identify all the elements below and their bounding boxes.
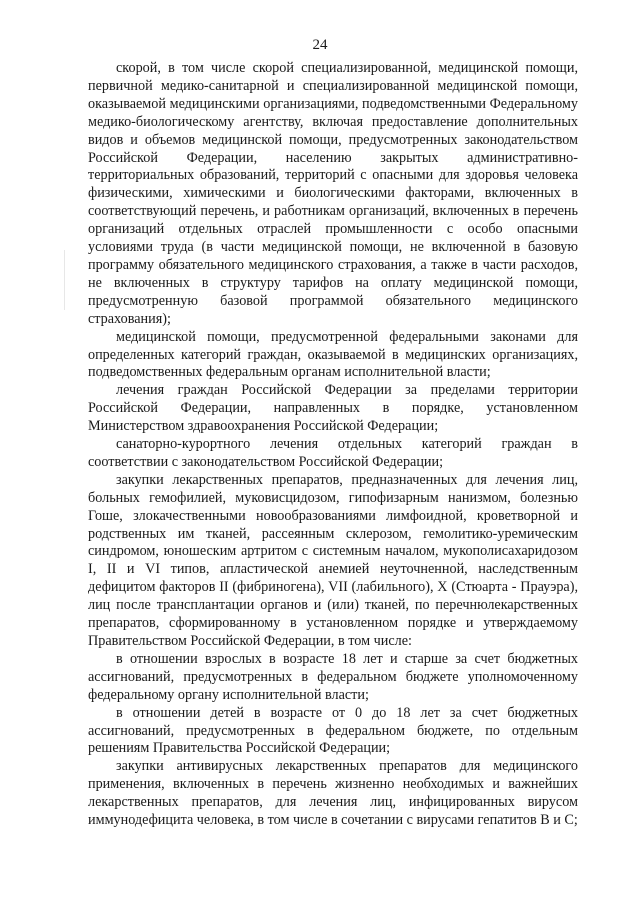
paragraph-7: в отношении детей в возрасте от 0 до 18 лет за счет бюджетных ассигнований, предусмотренных в федеральном бюджете, по отдельным решениям Правительства Российской Федерации;: [88, 704, 578, 757]
paragraph-3: лечения граждан Российской Федерации за пределами территории Российской Федерации, направленных в порядке, установленном Министерством здравоохранения Российской Федерации;: [88, 382, 578, 435]
paragraph-2: медицинской помощи, предусмотренной федеральными законами для определенных категорий граждан, оказываемой в медицинских организациях, подведомственных федеральным органам исполнительной власти;: [88, 328, 578, 381]
paragraph-8: закупки антивирусных лекарственных препаратов для медицинского применения, включенных в перечень жизненно необходимых и важнейших лекарственных препаратов, для лечения лиц, инфицированных вирусом иммунодефицита человека, в том числе в сочетании с вирусами гепатитов В и С;: [88, 758, 578, 829]
document-body: [88, 60, 578, 830]
paragraph-5: закупки лекарственных препаратов, предназначенных для лечения лиц, больных гемофилией, муковисцидозом, гипофизарным нанизмом, болезнью Гоше, злокачественными новообразованиями лимфоидной, кроветворной и родственных им тканей, рассеянным склерозом, гемолитико-уремическим синдромом, юношеским артритом с системным началом, мукополисахаридозом I, II и VI типов, апластической анемией неуточненной, наследственным дефицитом факторов II (фибриногена), VII (лабильного), X (Стюарта - Прауэра), лиц после трансплантации органов и (или) тканей, по перечнюлекарственных препаратов, сформированному в установленном порядке и утверждаемому Правительством Российской Федерации, в том числе:: [88, 471, 578, 649]
page-number: 24: [312, 37, 328, 53]
paragraph-1: скорой, в том числе скорой специализированной, медицинской помощи, первичной медико-санитарной и специализированной медицинской помощи, оказываемой медицинскими организациями, подведомственными Федеральному медико-биологическому агентству, включая предоставление дополнительных видов и объемов медицинской помощи, предусмотренных законодательством Российской Федерации, населению закрытых административно-территориальных образований, территорий с опасными для здоровья человека физическими, химическими и биологическими факторами, включенных в соответствующий перечень, и работникам организаций, включенных в перечень организаций отдельных отраслей промышленности с особо опасными условиями труда (в части медицинской помощи, не включенной в базовую программу обязательного медицинского страхования, а также в части расходов, не включенных в структуру тарифов на оплату медицинской помощи, предусмотренную базовой программой обязательного медицинского страхования);: [88, 60, 578, 327]
paragraph-4: санаторно-курортного лечения отдельных категорий граждан в соответствии с законодательством Российской Федерации;: [88, 436, 578, 470]
scan-margin-artifact: [64, 250, 65, 310]
paragraph-6: в отношении взрослых в возрасте 18 лет и старше за счет бюджетных ассигнований, предусмотренных в федеральном бюджете уполномоченному федеральному органу исполнительной власти;: [88, 650, 578, 703]
